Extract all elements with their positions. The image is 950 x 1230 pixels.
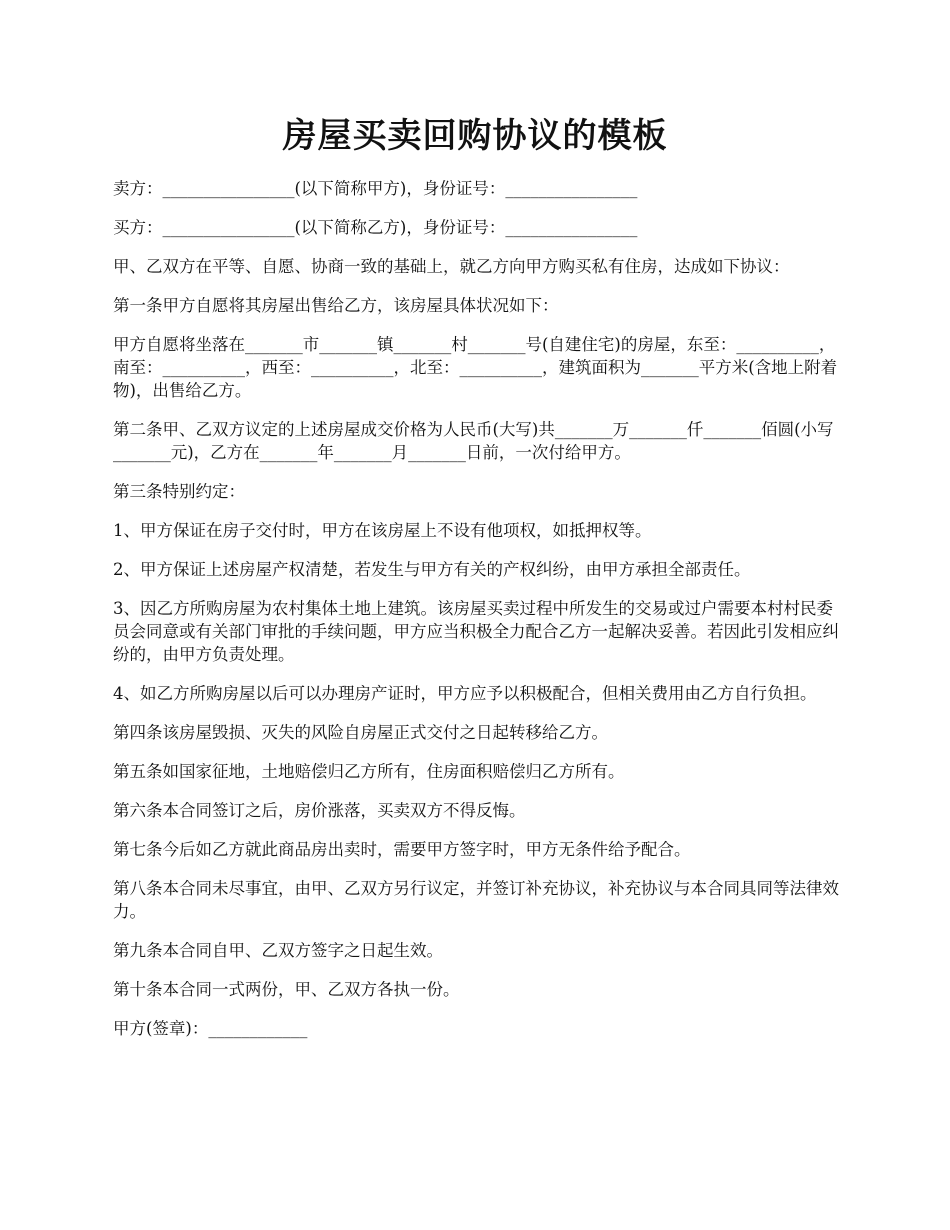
article-2-price: 第二条甲、乙双方议定的上述房屋成交价格为人民币(大写)共_______万_______仟_______佰圆(小写_______元)，乙方在_______年_______月_______日前，一次付给甲方。 — [113, 420, 834, 462]
party-a-signature: 甲方(签章)：____________ — [113, 1019, 308, 1038]
clause-2: 2、甲方保证上述房屋产权清楚，若发生与甲方有关的产权纠纷，由甲方承担全部责任。 — [113, 560, 751, 579]
seller-line: 卖方：________________(以下简称甲方)，身份证号：________________ — [113, 179, 638, 198]
clause-1: 1、甲方保证在房子交付时，甲方在该房屋上不设有他项权，如抵押权等。 — [113, 521, 652, 540]
document-body — [113, 177, 839, 1056]
article-9: 第九条本合同自甲、乙双方签字之日起生效。 — [113, 941, 443, 960]
article-4: 第四条该房屋毁损、灭失的风险自房屋正式交付之日起转移给乙方。 — [113, 723, 608, 742]
article-7: 第七条今后如乙方就此商品房出卖时，需要甲方签字时，甲方无条件给予配合。 — [113, 840, 691, 859]
article-3-heading: 第三条特别约定： — [113, 482, 245, 501]
clause-3: 3、因乙方所购房屋为农村集体土地上建筑。该房屋买卖过程中所发生的交易或过户需要本村村民委员会同意或有关部门审批的手续问题，甲方应当积极全力配合乙方一起解决妥善。若因此引发相应纠纷的，由甲方负责处理。 — [113, 599, 839, 664]
article-5: 第五条如国家征地，土地赔偿归乙方所有，住房面积赔偿归乙方所有。 — [113, 762, 625, 781]
property-description: 甲方自愿将坐落在_______市_______镇_______村_______号(自建住宅)的房屋，东至：__________，南至：__________，西至：__________，北至：__________，建筑面积为_______平方米(含地上附着物)，出售给乙方。 — [113, 335, 838, 400]
preamble: 甲、乙双方在平等、自愿、协商一致的基础上，就乙方向甲方购买私有住房，达成如下协议： — [113, 257, 790, 276]
article-8: 第八条本合同未尽事宜，由甲、乙双方另行议定，并签订补充协议，补充协议与本合同具同等法律效力。 — [113, 879, 839, 921]
document-title: 房屋买卖回购协议的模板 — [282, 116, 668, 156]
article-10: 第十条本合同一式两份，甲、乙双方各执一份。 — [113, 980, 460, 999]
buyer-line: 买方：________________(以下简称乙方)，身份证号：________________ — [113, 218, 638, 237]
clause-4: 4、如乙方所购房屋以后可以办理房产证时，甲方应予以积极配合，但相关费用由乙方自行负担。 — [113, 684, 817, 703]
article-6: 第六条本合同签订之后，房价涨落，买卖双方不得反悔。 — [113, 801, 526, 820]
article-1-heading: 第一条甲方自愿将其房屋出售给乙方，该房屋具体状况如下： — [113, 296, 559, 315]
